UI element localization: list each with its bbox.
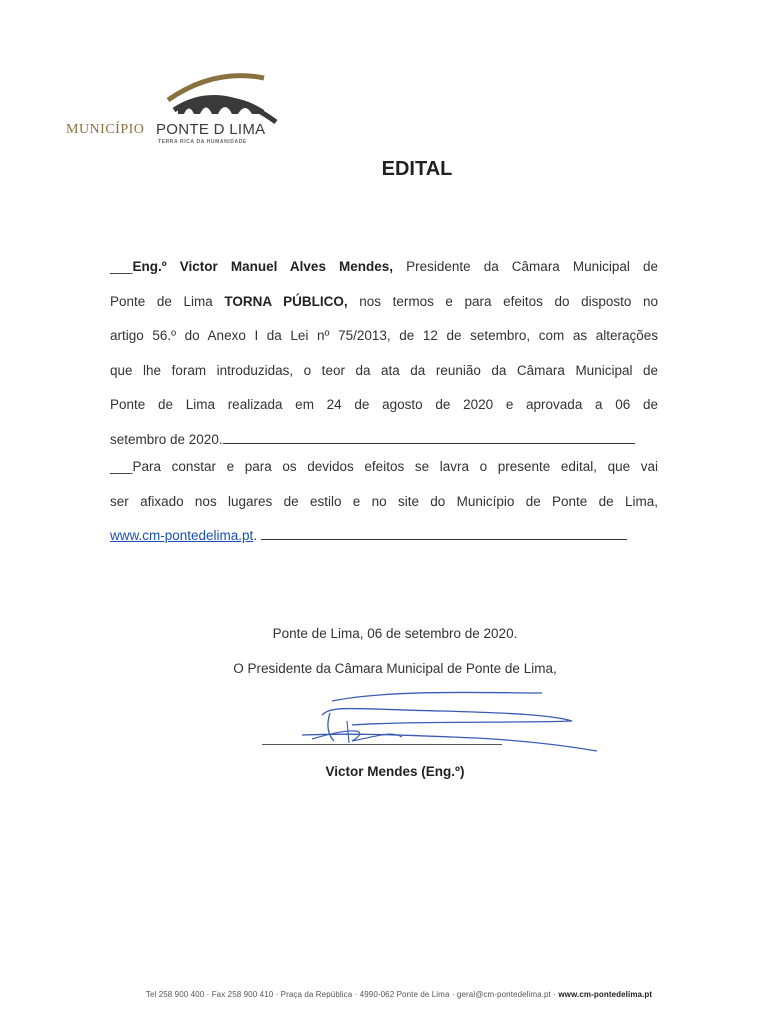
logo-tagline: TERRA RICA DA HUMANIDADE: [158, 139, 247, 145]
footer-text: Tel 258 900 400 · Fax 258 900 410 · Praça da República · 4990-062 Ponte de Lima · geral@cm-pontedelima.pt ·: [145, 990, 559, 999]
paragraph-line: que lhe foram introduzidas, o teor da ata da reunião da Câmara Municipal de: [110, 362, 658, 378]
text-span: Ponte de Lima: [110, 293, 225, 309]
torna-publico: TORNA PÚBLICO,: [224, 293, 348, 309]
text-span: .: [253, 528, 261, 543]
paragraph-line: [110, 250, 658, 285]
fill-line: [261, 527, 627, 540]
handwritten-signature: [292, 685, 602, 765]
text-span: setembro de 2020.: [110, 431, 223, 447]
paragraph-announcement: [110, 250, 658, 457]
signer-name: Victor Mendes (Eng.º): [325, 764, 465, 779]
president-role: O Presidente da Câmara Municipal de Ponte de Lima,: [233, 661, 557, 676]
paragraph-line: [110, 450, 658, 485]
municipality-logo: [66, 70, 296, 150]
paragraph-line: [110, 285, 658, 320]
paragraph-line: ser afixado nos lugares de estilo e no site do Município de Ponte de Lima,: [110, 493, 658, 509]
text-span: Para constar e para os devidos efeitos se lavra o presente edital, que vai: [132, 459, 658, 474]
text-span: nos termos e para efeitos do disposto no: [347, 293, 658, 309]
place-and-date: Ponte de Lima, 06 de setembro de 2020.: [272, 626, 518, 641]
paragraph-line: Ponte de Lima realizada em 24 de agosto de 2020 e aprovada a 06 de: [110, 397, 658, 412]
text-span: Presidente da Câmara Municipal de: [393, 259, 658, 274]
paragraph-line: [110, 519, 658, 554]
logo-word-municipio: MUNICÍPIO: [66, 122, 145, 137]
footer-website: www.cm-pontedelima.pt: [558, 990, 653, 999]
footer-contact: [14, 990, 770, 999]
document-title: EDITAL: [381, 158, 453, 180]
website-link[interactable]: www.cm-pontedelima.pt: [110, 528, 254, 543]
paragraph-line: artigo 56.º do Anexo I da Lei nº 75/2013, de 12 de setembro, com as alterações: [110, 328, 658, 343]
lead-blank: ___: [110, 459, 133, 474]
lead-blank: ___: [110, 259, 133, 274]
paragraph-posting: [110, 450, 658, 554]
president-name: Eng.º Victor Manuel Alves Mendes,: [132, 259, 394, 274]
fill-line: [223, 431, 635, 444]
logo-word-ponte-de-lima: PONTE D LIMA: [156, 121, 266, 138]
signature-line: [262, 744, 502, 745]
